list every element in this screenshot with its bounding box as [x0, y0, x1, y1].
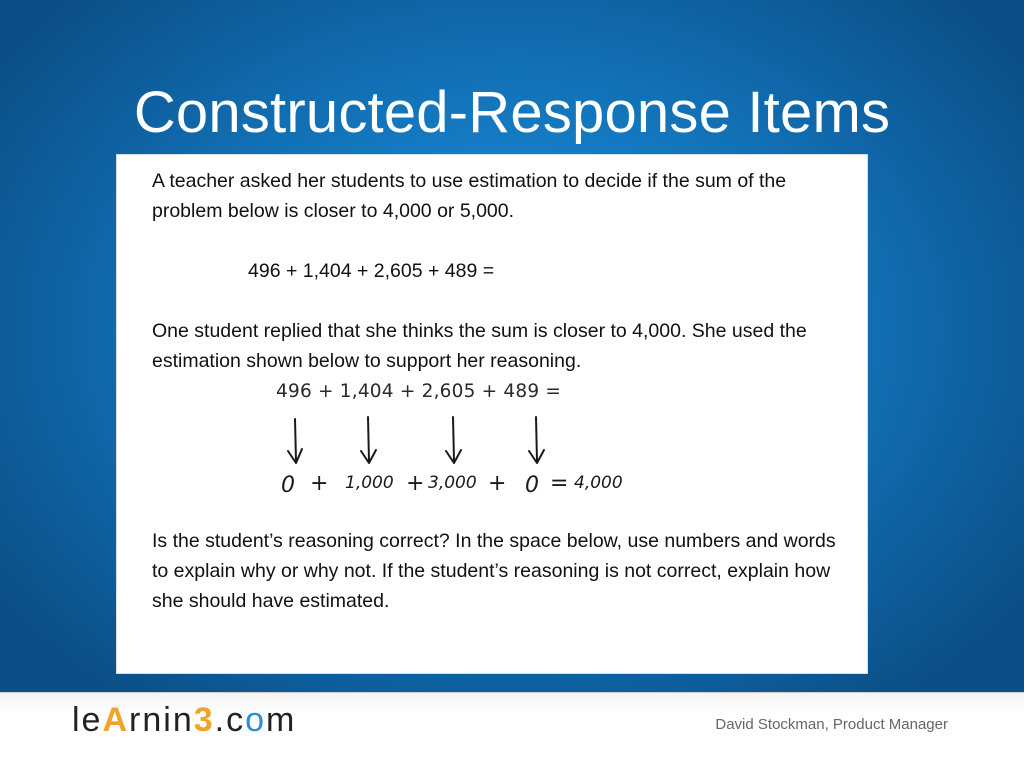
estimate-term: 0 — [525, 473, 539, 498]
learning-com-logo: leArnin3.com — [72, 701, 297, 739]
student-work-image — [273, 377, 633, 507]
arrow-down-icon — [361, 417, 376, 463]
question-intro: A teacher asked her students to use estimation to decide if the sum of the problem below is closer to 4,000 or 5,000. — [152, 170, 787, 222]
footer-bar — [0, 692, 1024, 769]
arrow-down-icon — [288, 419, 302, 463]
arrow-down-icon — [446, 417, 461, 463]
presenter-credit: David Stockman, Product Manager — [715, 716, 948, 733]
power-icon: o — [245, 701, 267, 739]
estimate-operator: + — [488, 471, 507, 496]
estimate-operator: + — [310, 471, 329, 496]
content-box — [116, 154, 868, 674]
estimate-term: 0 — [281, 473, 295, 498]
estimate-term: 3,000 — [428, 473, 477, 493]
estimate-operator: = — [550, 471, 569, 496]
question-prompt: Is the student’s reasoning correct? In the space below, use numbers and words to explain why or why not. If the student’s reasoning is not correct, explain how she should have estimated. — [152, 530, 836, 612]
problem-equation: 496 + 1,404 + 2,605 + 489 = — [248, 260, 495, 282]
slide-title: Constructed-Response Items — [133, 79, 891, 145]
estimate-term: 1,000 — [345, 473, 394, 493]
estimate-operator: + — [406, 471, 425, 496]
printed-equation: 496 + 1,404 + 2,605 + 489 = — [276, 381, 562, 402]
student-reply: One student replied that she thinks the sum is closer to 4,000. She used the estimation shown below to support her reasoning. — [152, 320, 807, 372]
arrow-down-icon — [529, 417, 544, 463]
estimate-total: 4,000 — [574, 473, 623, 493]
